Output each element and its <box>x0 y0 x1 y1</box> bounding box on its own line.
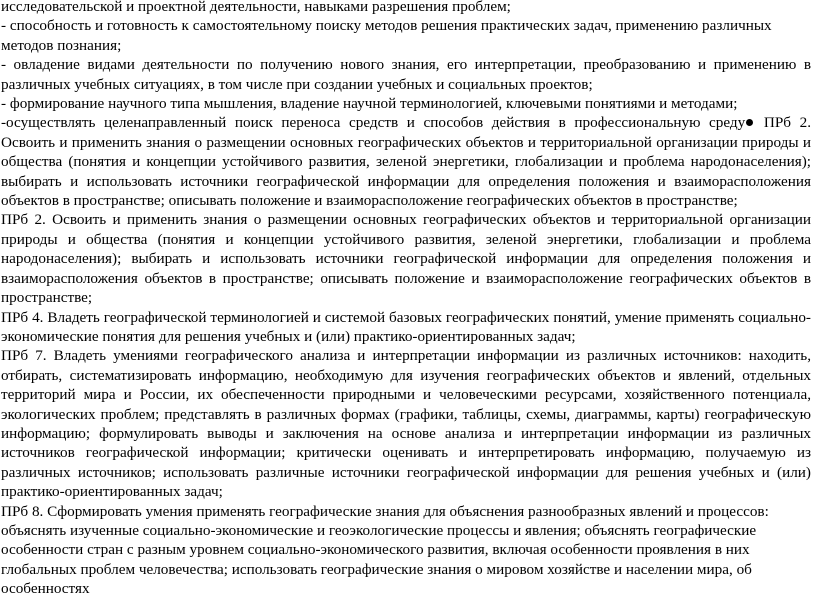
bullet-icon <box>746 119 753 126</box>
paragraph-research-skills: исследовательской и проектной деятельности, навыками разрешения проблем; <box>1 0 511 15</box>
professional-transfer-text: -осуществлять целенаправленный поиск переноса средств и способов действия в профессиональную среду <box>1 114 746 132</box>
prb2-inline-text: ПРб 2. Освоить и применить знания о размещении основных географических объектов и территориальной организации природы и общества (понятия и концепции устойчивого развития, зеленой энергетики, глобализации и проблема народонаселения); выбирать и использовать источники географической информации для определения положения и взаиморасположения объектов в пространстве; описывать положение и взаиморасположение географических объектов в пространстве; <box>1 114 811 210</box>
paragraph-prb4: ПРб 4. Владеть географической терминологией и системой базовых географических понятий, умение применять социально-экономические понятия для решения учебных и (или) практико-ориентированных задач; <box>1 308 811 345</box>
paragraph-scientific-thinking: - формирование научного типа мышления, владение научной терминологией, ключевыми понятиями и методами; <box>1 95 738 113</box>
paragraph-prb8: ПРб 8. Сформировать умения применять географические знания для объяснения разнообразных явлений и процессов: объяснять изученные социально-экономические и геоэкологические процессы и явления; объяснять географические особенности стран с разным уровнем социально-экономического развития, включая особенности проявления в них глобальных проблем человечества; использовать географические знания о мировом хозяйстве и населении мира, об особенностях <box>1 502 769 598</box>
paragraph-independent-search: - способность и готовность к самостоятельному поиску методов решения практических задач, применению различных методов познания; <box>1 17 772 54</box>
paragraph-activity-mastery: - овладение видами деятельности по получению нового знания, его интерпретации, преобразованию и применению в различных учебных ситуациях, в том числе при создании учебных и социальных проектов; <box>1 56 811 93</box>
paragraph-prb7: ПРб 7. Владеть умениями географического анализа и интерпретации информации из различных источников: находить, отбирать, систематизировать информацию, необходимую для изучения географических объектов и явлений, отдельных территорий мира и России, их обеспеченности природными и человеческими ресурсами, хозяйственного потенциала, экологических проблем; представлять в различных формах (графики, таблицы, схемы, диаграммы, карты) географическую информацию; формулировать выводы и заключения на основе анализа и интерпретации информации из различных источников географической информации; критически оценивать и интерпретировать информацию, получаемую из различных источников; использовать различные источники географической информации для решения учебных и (или) практико-ориентированных задач; <box>1 347 811 501</box>
paragraph-prb2: ПРб 2. Освоить и применить знания о размещении основных географических объектов и территориальной организации природы и общества (понятия и концепции устойчивого развития, зеленой энергетики, глобализации и проблема народонаселения); выбирать и использовать источники географической информации для определения положения и взаиморасположения объектов в пространстве; описывать положение и взаиморасположение географических объектов в пространстве; <box>1 211 811 307</box>
paragraph-professional-transfer <box>0 113 811 210</box>
